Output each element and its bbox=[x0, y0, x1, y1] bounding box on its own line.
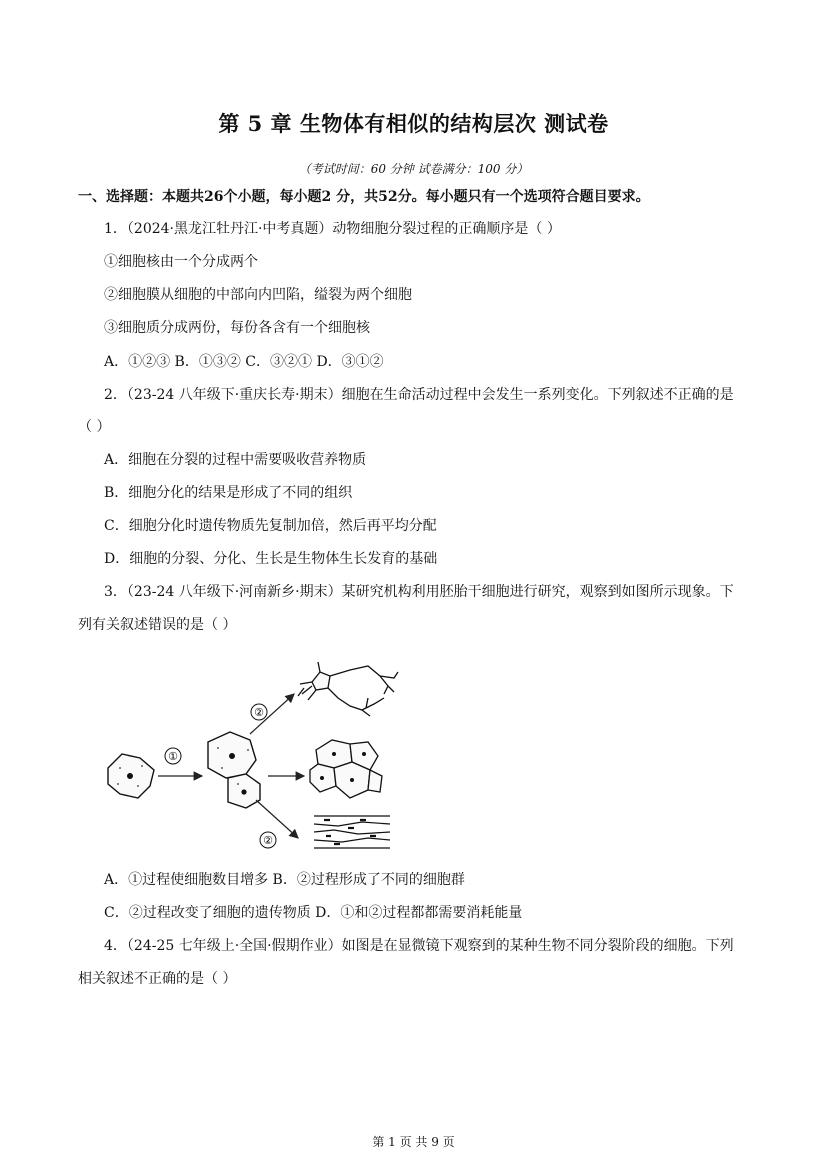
q3-stem-line2: 列有关叙述错误的是（ ） bbox=[78, 617, 237, 633]
neuron-cell bbox=[298, 662, 398, 716]
label-process-1: ① bbox=[168, 750, 178, 763]
q2-option-d: D．细胞的分裂、分化、生长是生物体生长发育的基础 bbox=[104, 551, 438, 567]
page-footer: 第 1 页 共 9 页 bbox=[372, 1135, 455, 1149]
muscle-tissue bbox=[314, 816, 390, 848]
q1-item-3: ③细胞质分成两份，每份各含有一个细胞核 bbox=[104, 320, 370, 336]
q3-stem-line1: 3．（23-24 八年级下·河南新乡·期末）某研究机构利用胚胎干细胞进行研究，观察到如图所示现象。下 bbox=[104, 584, 734, 600]
q1-item-2: ②细胞膜从细胞的中部向内凹陷，缢裂为两个细胞 bbox=[104, 287, 412, 303]
q1-options: A．①②③ B．①③② C．③②① D．③①② bbox=[104, 354, 384, 370]
q2-option-a: A．细胞在分裂的过程中需要吸收营养物质 bbox=[104, 452, 367, 468]
cell-differentiation-figure bbox=[98, 650, 438, 868]
page-title: 第 5 章 生物体有相似的结构层次 测试卷 bbox=[218, 111, 609, 136]
label-process-2-bottom: ② bbox=[263, 834, 273, 847]
q2-option-c: C．细胞分化时遗传物质先复制加倍，然后再平均分配 bbox=[104, 518, 437, 534]
label-process-2-top: ② bbox=[254, 706, 264, 719]
q4-stem-line2: 相关叙述不正确的是（ ） bbox=[78, 971, 237, 987]
section1-header: 一、选择题：本题共26个小题，每小题2 分，共52分。每小题只有一个选项符合题目要求。 bbox=[78, 189, 650, 205]
dividing-cells bbox=[208, 732, 260, 808]
q2-stem-line2: （ ） bbox=[78, 419, 111, 435]
cell-cluster bbox=[310, 740, 382, 798]
exam-info: （考试时间：60 分钟 试卷满分：100 分） bbox=[298, 162, 529, 176]
stem-cell bbox=[108, 754, 154, 798]
q2-option-b: B．细胞分化的结果是形成了不同的组织 bbox=[104, 485, 353, 501]
q3-options-line2: C．②过程改变了细胞的遗传物质 D．①和②过程都都需要消耗能量 bbox=[104, 905, 523, 921]
q1-stem: 1．（2024·黑龙江牡丹江·中考真题）动物细胞分裂过程的正确顺序是（ ） bbox=[104, 221, 561, 237]
q3-options-line1: A．①过程使细胞数目增多 B．②过程形成了不同的细胞群 bbox=[104, 872, 465, 888]
q2-stem-line1: 2．（23-24 八年级下·重庆长寿·期末）细胞在生命活动过程中会发生一系列变化。下列叙述不正确的是 bbox=[104, 387, 734, 403]
q1-item-1: ①细胞核由一个分成两个 bbox=[104, 254, 258, 270]
q4-stem-line1: 4．（24-25 七年级上·全国·假期作业）如图是在显微镜下观察到的某种生物不同分裂阶段的细胞。下列 bbox=[104, 938, 734, 954]
